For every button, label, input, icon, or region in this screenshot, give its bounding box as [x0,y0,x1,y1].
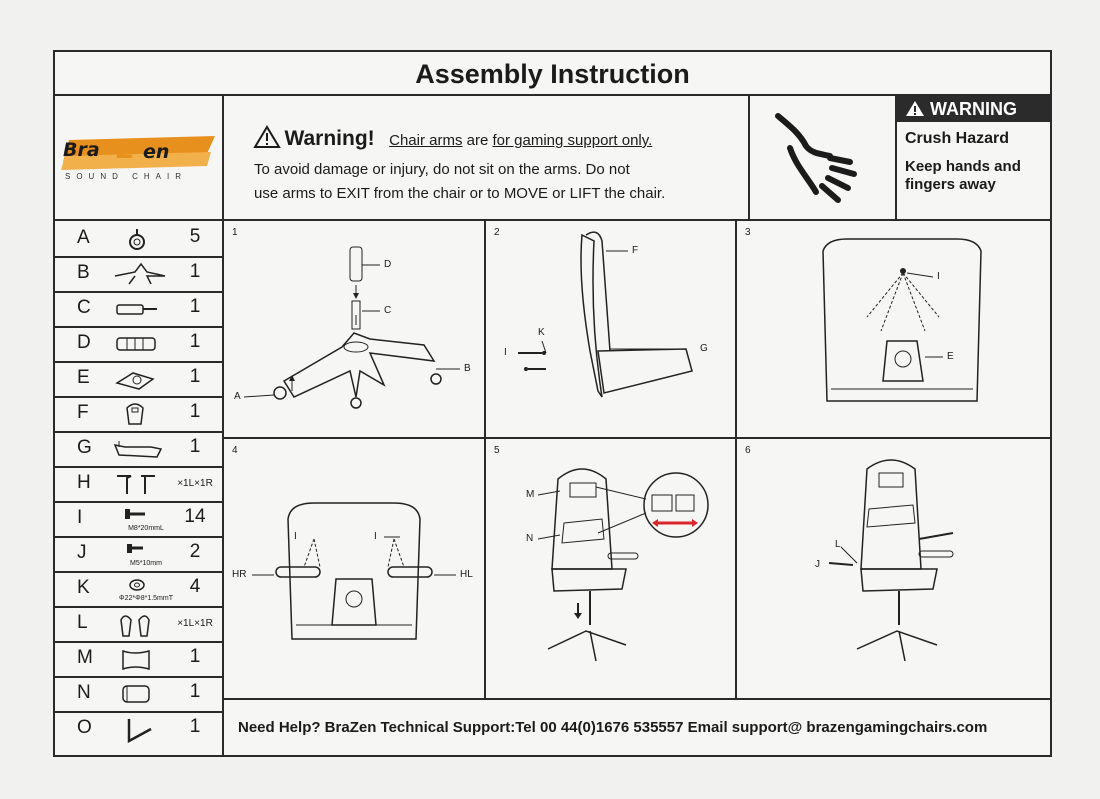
crush-warning-label: WARNING [930,99,1018,119]
part-qty: 1 [189,261,201,282]
step-3-panel [737,221,1050,437]
warning-are-text: are [462,132,493,149]
part-size: M8*20mmL [128,525,164,532]
part-letter: L [77,612,88,633]
part-letter: C [77,297,91,318]
part-size: Φ22*Φ8*1.5mmT [119,595,173,602]
part-row-i [55,501,222,538]
part-qty: 1 [189,681,201,702]
part-letter: J [77,542,87,563]
label-c: C [384,305,392,316]
warning-line-2: use arms to EXIT from the chair or to MOVE or LIFT the chair. [254,185,666,202]
part-row-m [55,641,222,678]
part-letter: B [77,262,90,283]
crush-warning-header [897,96,1050,122]
seat-icon [111,435,171,461]
backrest-seat-diagram [486,221,735,437]
part-letter: O [77,717,92,738]
part-row-f [55,396,222,433]
base-assembly-diagram [224,221,484,437]
label-i: I [504,347,507,358]
step-5-panel [486,439,735,698]
label-hr: HR [232,569,247,580]
step-1-panel [224,221,484,437]
part-qty: 5 [189,226,201,247]
lumbar-pillow-icon [111,680,171,706]
crush-line-2: fingers away [905,176,996,193]
part-qty: 1 [189,436,201,457]
part-qty: ×1L×1R [177,478,213,489]
step-number: 3 [745,227,751,238]
svg-text:en: en [143,141,170,163]
crush-hazard-warning [897,96,1050,221]
label-b: B [464,363,471,374]
logo-tagline: SOUND CHAIR [65,172,188,181]
crush-line-1: Keep hands and [905,158,1021,175]
brazen-logo-icon [55,96,222,221]
step-4-panel [224,439,484,698]
mechanism-install-diagram [737,221,1050,437]
svg-text:Bra: Bra [63,139,100,161]
crushed-hand-icon [750,96,895,221]
brand-logo [55,96,222,221]
label-k: K [538,327,545,338]
svg-text:Z: Z [117,136,135,164]
support-footer: Need Help? BraZen Technical Support:Tel 00 44(0)1676 535557 Email support@ brazengamingchairs.com [238,719,988,736]
armrest-install-diagram [224,439,484,698]
part-row-o [55,711,222,746]
warning-support-text: for gaming support only. [492,132,653,149]
label-a: A [234,391,241,402]
part-row-j [55,536,222,573]
armrest-icon [111,470,171,496]
part-qty: 1 [189,716,201,737]
label-d: D [384,259,392,270]
part-letter: G [77,437,92,458]
step-number: 5 [494,445,500,456]
part-qty: 14 [184,506,206,527]
part-row-d [55,326,222,363]
part-letter: E [77,367,90,388]
step-6-panel [737,439,1050,698]
crush-hazard-label: Crush Hazard [905,130,1010,147]
part-qty: 1 [189,296,201,317]
part-row-g [55,431,222,468]
part-row-n [55,676,222,713]
part-size: M5*10mm [130,560,162,567]
head-pillow-icon [111,645,171,671]
part-row-l [55,606,222,643]
warning-arms-text: Chair arms [389,132,463,149]
label-e: E [947,351,954,362]
label-i-left: I [294,531,297,542]
part-letter: A [77,227,90,248]
label-l: L [835,539,841,550]
arms-warning [224,96,748,221]
part-qty: 2 [189,541,201,562]
part-letter: M [77,647,93,668]
label-n: N [526,533,534,544]
step-2-panel [486,221,735,437]
part-letter: N [77,682,91,703]
part-letter: K [77,577,90,598]
label-f: F [632,245,639,256]
part-row-c [55,291,222,328]
tilt-mechanism-icon [111,365,171,391]
parts-list [55,221,222,755]
part-row-k [55,571,222,608]
part-qty: 1 [189,366,201,387]
part-letter: D [77,332,91,353]
warning-triangle-icon [254,126,280,148]
part-qty: 1 [189,401,201,422]
label-i: I [374,531,377,542]
part-qty: 1 [189,331,201,352]
label-j: J [815,559,820,570]
label-m: M [526,489,535,500]
part-qty: 4 [189,576,201,597]
part-letter: H [77,472,91,493]
side-cover-icon [111,610,171,636]
warning-line-1: To avoid damage or injury, do not sit on the arms. Do not [254,161,630,178]
step-number: 1 [232,227,238,238]
warning-heading: Warning! [284,127,375,150]
star-base-icon [111,260,171,286]
label-hl: HL [460,569,473,580]
label-i: I [937,271,940,282]
instruction-sheet [53,50,1052,757]
step-number: 6 [745,445,751,456]
allen-key-icon [111,715,171,741]
part-qty: ×1L×1R [177,618,213,629]
backrest-icon [111,400,171,426]
page-title: Assembly Instruction [55,52,1050,96]
cylinder-cover-icon [111,330,171,356]
pillow-attach-diagram [486,439,735,698]
part-row-h [55,466,222,503]
part-row-b [55,256,222,293]
step-number: 4 [232,445,238,456]
step-number: 2 [494,227,500,238]
part-qty: 1 [189,646,201,667]
side-cover-diagram [737,439,1050,698]
part-row-e [55,361,222,398]
warning-triangle-icon [905,100,925,117]
label-g: G [700,343,708,354]
part-letter: I [77,507,83,528]
crush-hand-graphic [750,96,895,221]
caster-wheel-icon [111,225,171,251]
part-letter: F [77,402,89,423]
gas-cylinder-icon [111,295,171,321]
part-row-a [55,221,222,258]
